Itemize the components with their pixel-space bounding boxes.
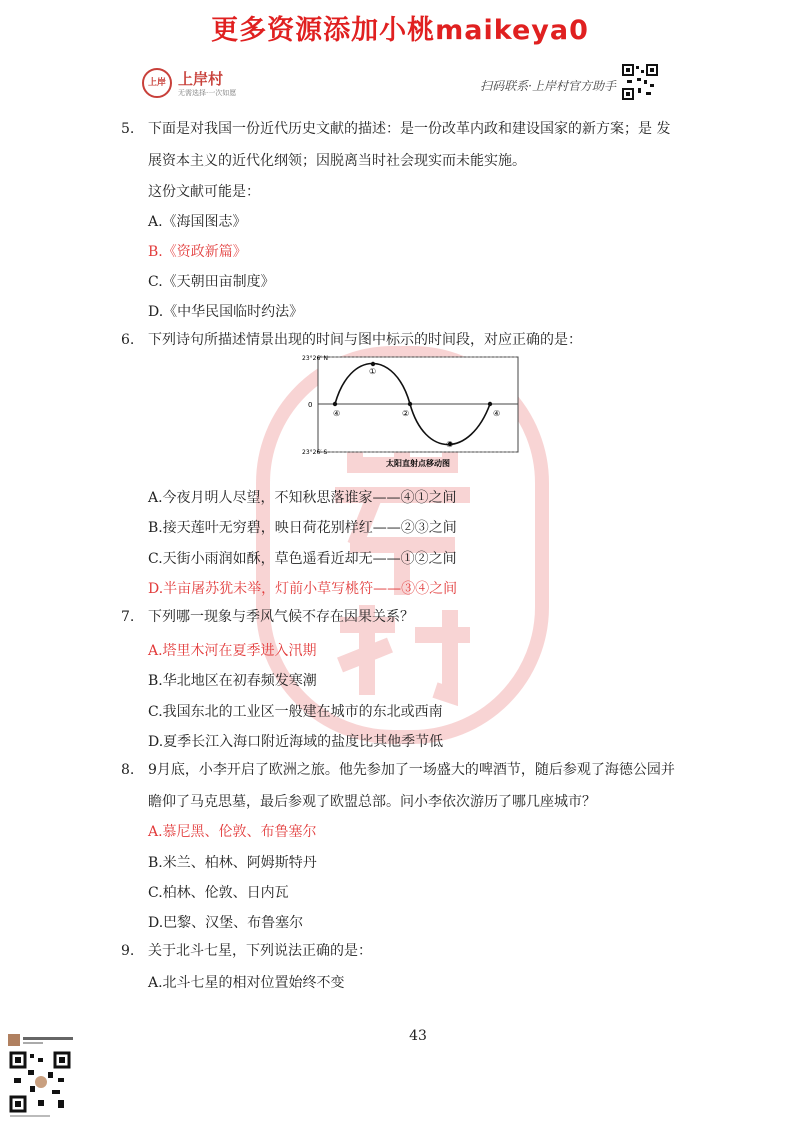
option-d: D.《中华民国临时约法》 bbox=[148, 304, 304, 320]
diagram-caption: 太阳直射点移动图 bbox=[386, 459, 450, 468]
marker-2: ② bbox=[402, 409, 410, 418]
stem-line: 展资本主义的近代化纲领；因脱离当时社会现实而未能实施。 bbox=[148, 153, 526, 169]
brand-slogan: 无需选择·一次如愿 bbox=[178, 89, 237, 97]
marker-4-right: ④ bbox=[493, 409, 501, 418]
question-stem bbox=[148, 942, 708, 960]
top-latitude-label: 23°26′ N bbox=[302, 355, 329, 362]
zero-label: 0 bbox=[308, 401, 313, 409]
brand-name: 上岸村 bbox=[178, 70, 224, 88]
option-a: A.今夜月明人尽望，不知秋思落谁家——④①之间 bbox=[148, 490, 457, 506]
option-b: B.米兰、柏林、阿姆斯特丹 bbox=[148, 855, 317, 871]
stem-line: 下面是对我国一份近代历史文献的描述：是一份改革内政和建设国家的新方案；是 发 bbox=[148, 121, 671, 137]
option-a-answer: A.塔里木河在夏季进入汛期 bbox=[148, 643, 317, 659]
option-b-answer: B.《资政新篇》 bbox=[148, 244, 247, 260]
question-stem bbox=[148, 331, 708, 349]
stem-line: 下列哪一现象与季风气候不存在因果关系？ bbox=[148, 609, 414, 625]
marker-3: ③ bbox=[446, 440, 454, 449]
page-number: 43 bbox=[409, 1028, 427, 1044]
qr-code-icon bbox=[622, 64, 658, 100]
option-b: B.华北地区在初春频发寒潮 bbox=[148, 673, 317, 689]
option-c: C.柏林、伦敦、日内瓦 bbox=[148, 885, 289, 901]
marker-4-left: ④ bbox=[333, 409, 341, 418]
question-number: 5. bbox=[121, 121, 135, 137]
option-d-answer: D.半亩屠苏犹未举，灯前小草写桃符——③④之间 bbox=[148, 581, 458, 597]
question-stem bbox=[148, 761, 708, 779]
question-stem bbox=[148, 608, 708, 626]
contact-text: 扫码联系·上岸村官方助手 bbox=[480, 79, 616, 93]
stem-line: 瞻仰了马克思墓，最后参观了欧盟总部。问小李依次游历了哪几座城市？ bbox=[148, 794, 596, 810]
marker-1: ① bbox=[369, 367, 377, 376]
option-d: D.夏季长江入海口附近海域的盐度比其他季节低 bbox=[148, 734, 444, 750]
option-c: C.我国东北的工业区一般建在城市的东北或西南 bbox=[148, 704, 443, 720]
footer-qr-code-icon bbox=[8, 1034, 90, 1120]
question-number: 7. bbox=[121, 609, 135, 625]
option-a: A.《海国图志》 bbox=[148, 214, 247, 230]
stem-line: 这份文献可能是： bbox=[148, 184, 260, 200]
question-number: 6. bbox=[121, 332, 135, 348]
stem-line: 关于北斗七星，下列说法正确的是： bbox=[148, 943, 372, 959]
question-stem bbox=[148, 120, 708, 138]
option-c: C.天街小雨润如酥，草色遥看近却无——①②之间 bbox=[148, 551, 457, 567]
option-a-answer: A.慕尼黑、伦敦、布鲁塞尔 bbox=[148, 824, 317, 840]
option-a: A.北斗七星的相对位置始终不变 bbox=[148, 975, 345, 991]
stem-line: 下列诗句所描述情景出现的时间与图中标示的时间段，对应正确的是： bbox=[148, 332, 582, 348]
page-header bbox=[142, 64, 662, 104]
option-d: D.巴黎、汉堡、布鲁塞尔 bbox=[148, 915, 304, 931]
option-c: C.《天朝田亩制度》 bbox=[148, 274, 275, 290]
option-b: B.接天莲叶无穷碧，映日荷花别样红——②③之间 bbox=[148, 520, 457, 536]
question-number: 8. bbox=[121, 762, 135, 778]
promo-banner: 更多资源添加小桃maikeya0 bbox=[211, 15, 589, 46]
bottom-latitude-label: 23°26′ S bbox=[302, 449, 328, 456]
stem-line: 9月底，小李开启了欧洲之旅。他先参加了一场盛大的啤酒节，随后参观了海德公园并 bbox=[148, 762, 675, 778]
brand-logo: 上岸 bbox=[142, 68, 172, 98]
sun-direct-point-diagram bbox=[300, 352, 532, 472]
question-number: 9. bbox=[121, 943, 135, 959]
